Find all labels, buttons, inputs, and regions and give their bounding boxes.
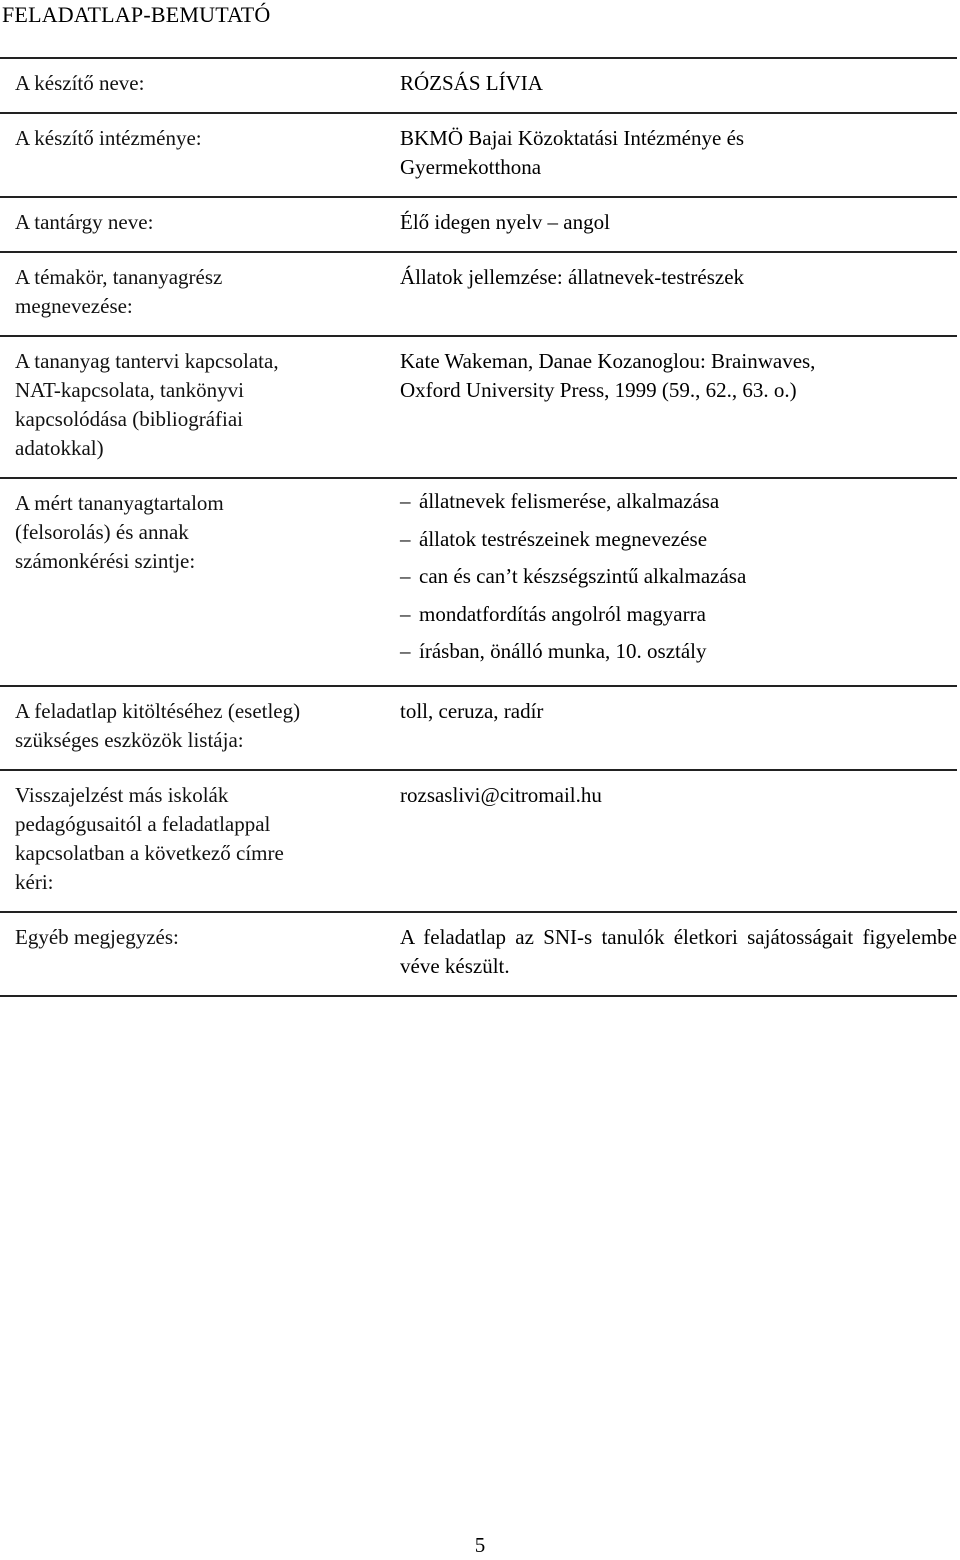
row-value-cell [400, 197, 957, 252]
dash-marker: – [400, 601, 411, 626]
feedback-address-label: Visszajelzést más iskolák pedagógusaitól a feladatlappal kapcsolatban a következő címre kéri: [15, 782, 284, 894]
row-value-cell [400, 686, 957, 770]
measured-content-label: A mért tananyagtartalom (felsorolás) és annak számonkérési szintje: [15, 491, 224, 573]
feedback-email-value: rozsaslivi@citromail.hu [400, 782, 602, 807]
row-label-cell [0, 113, 400, 197]
list-item-text: állatnevek felismerése, alkalmazása [419, 489, 720, 513]
row-value-cell [400, 58, 957, 113]
creator-name-label: A készítő neve: [15, 71, 145, 95]
list-item [400, 483, 957, 521]
list-item [400, 521, 957, 559]
row-label-cell [0, 197, 400, 252]
creator-institution-value: BKMÖ Bajai Közoktatási Intézménye és Gyermekotthona [400, 126, 745, 179]
curriculum-link-value: Kate Wakeman, Danae Kozanoglou: Brainwaves, Oxford University Press, 1999 (59., 62., 63. o.) [400, 349, 816, 402]
creator-name-value: RÓZSÁS LÍVIA [400, 71, 543, 95]
list-item-text: can és can’t készségszintű alkalmazása [419, 564, 747, 588]
table-row [0, 686, 957, 770]
topic-value: Állatok jellemzése: állatnevek-testrészek [400, 265, 745, 289]
row-label-cell [0, 912, 400, 996]
row-value-cell [400, 478, 957, 686]
table-row [0, 252, 957, 336]
subject-name-label: A tantárgy neve: [15, 210, 154, 234]
row-value-cell [400, 336, 957, 478]
row-label-cell [0, 336, 400, 478]
row-value-cell [400, 113, 957, 197]
table-row [0, 113, 957, 197]
table-row [0, 336, 957, 478]
table-row [0, 197, 957, 252]
list-item-text: állatok testrészeinek megnevezése [419, 526, 708, 551]
creator-institution-label: A készítő intézménye: [15, 126, 202, 150]
table-row [0, 478, 957, 686]
worksheet-info-table [0, 57, 957, 997]
row-label-cell [0, 252, 400, 336]
required-tools-value: toll, ceruza, radír [400, 698, 544, 723]
row-label-cell [0, 770, 400, 912]
subject-name-value: Élő idegen nyelv – angol [400, 210, 610, 234]
dash-marker: – [400, 564, 411, 588]
row-label-cell [0, 686, 400, 770]
row-value-cell [400, 912, 957, 996]
row-label-cell [0, 58, 400, 113]
page-number: 5 [474, 1533, 486, 1557]
list-item [400, 596, 957, 634]
list-item [400, 633, 957, 671]
topic-label: A témakör, tananyagrész megnevezése: [15, 265, 223, 318]
row-value-cell [400, 252, 957, 336]
dash-marker: – [400, 526, 411, 551]
table-row [0, 58, 957, 113]
table-row [0, 770, 957, 912]
list-item [400, 558, 957, 596]
dash-marker: – [400, 639, 411, 663]
measured-content-list [400, 483, 957, 671]
document-title: FELADATLAP-BEMUTATÓ [2, 2, 271, 27]
other-notes-value: A feladatlap az SNI-s tanulók életkori sajátosságait figyelembe véve készült. [400, 924, 957, 978]
row-label-cell [0, 478, 400, 686]
dash-marker: – [400, 489, 411, 513]
other-notes-label: Egyéb megjegyzés: [15, 924, 179, 949]
table-row [0, 912, 957, 996]
list-item-text: írásban, önálló munka, 10. osztály [419, 639, 707, 663]
curriculum-link-label: A tananyag tantervi kapcsolata, NAT-kapcsolata, tankönyvi kapcsolódása (bibliográfiai adatokkal) [15, 349, 279, 460]
list-item-text: mondatfordítás angolról magyarra [419, 601, 706, 626]
required-tools-label: A feladatlap kitöltéséhez (esetleg) szükséges eszközök listája: [15, 698, 301, 752]
row-value-cell [400, 770, 957, 912]
